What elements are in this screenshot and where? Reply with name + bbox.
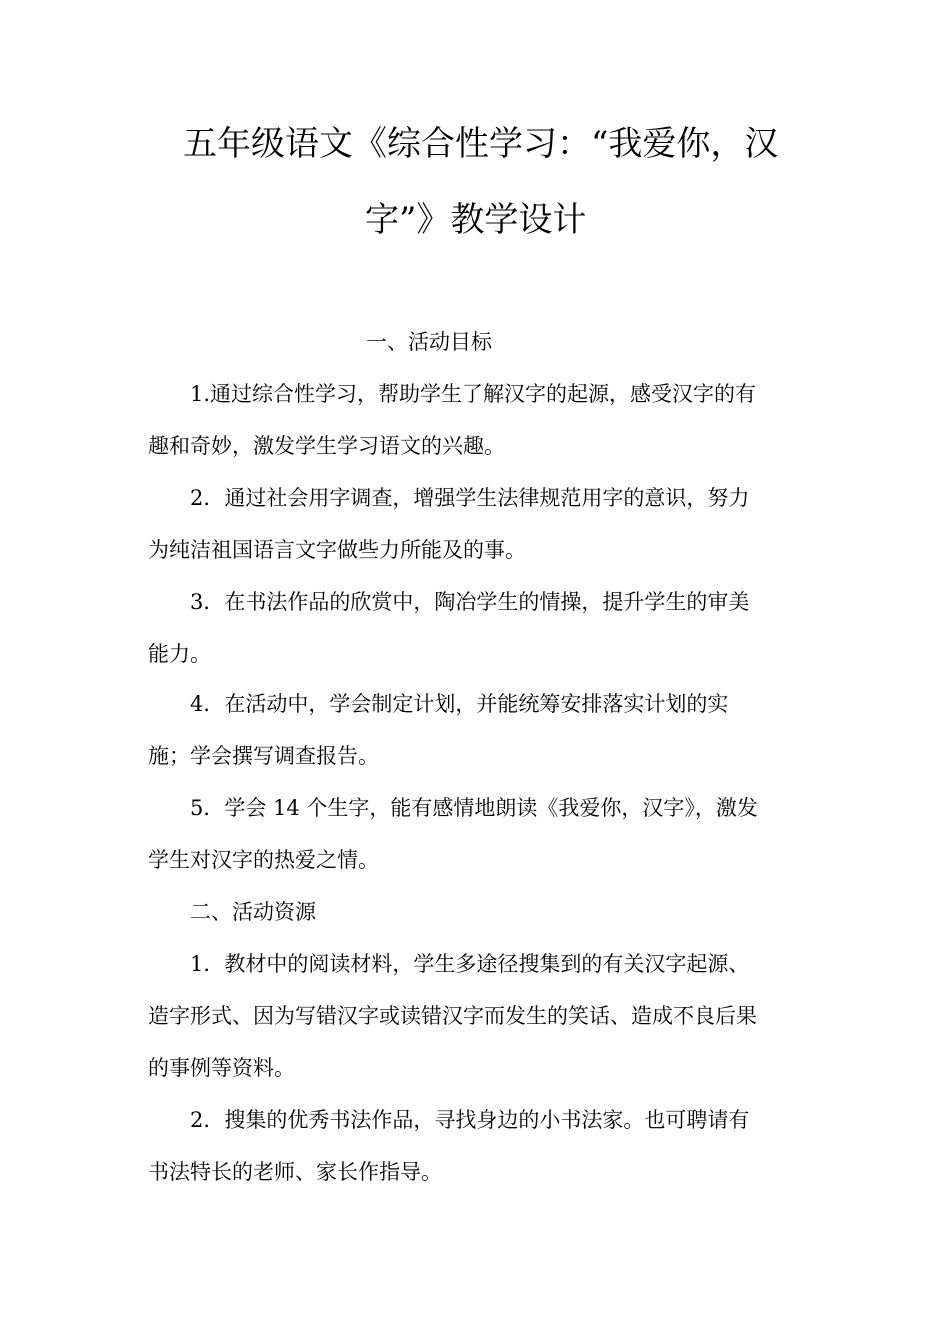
document-title-line-1: 五年级语文《综合性学习：“我爱你，汉 xyxy=(183,124,779,164)
section-heading-resources: 二、活动资源 xyxy=(190,900,316,924)
goal-1-line-1: 1.通过综合性学习，帮助学生了解汉字的起源，感受汉字的有 xyxy=(190,382,757,406)
goal-2-line-1: 2．通过社会用字调查，增强学生法律规范用字的意识，努力 xyxy=(190,486,750,510)
goal-4-line-2: 施；学会撰写调查报告。 xyxy=(148,744,379,768)
goal-3-line-2: 能力。 xyxy=(148,642,211,666)
resource-1-line-2: 造字形式、因为写错汉字或读错汉字而发生的笑话、造成不良后果 xyxy=(148,1004,757,1028)
resource-2-line-2: 书法特长的老师、家长作指导。 xyxy=(148,1160,442,1184)
resource-2-line-1: 2．搜集的优秀书法作品，寻找身边的小书法家。也可聘请有 xyxy=(190,1108,750,1132)
goal-5-line-2: 学生对汉字的热爱之情。 xyxy=(148,848,379,872)
section-heading-goals: 一、活动目标 xyxy=(366,330,492,354)
goal-5-line-1: 5．学会 14 个生字，能有感情地朗读《我爱你，汉字》，激发 xyxy=(190,796,758,820)
goal-2-line-2: 为纯洁祖国语言文字做些力所能及的事。 xyxy=(148,538,526,562)
resource-1-line-3: 的事例等资料。 xyxy=(148,1056,295,1080)
goal-3-line-1: 3．在书法作品的欣赏中，陶冶学生的情操，提升学生的审美 xyxy=(190,590,750,614)
resource-1-line-1: 1．教材中的阅读材料，学生多途径搜集到的有关汉字起源、 xyxy=(190,952,750,976)
document-title-line-2: 字”》教学设计 xyxy=(365,200,587,240)
goal-4-line-1: 4．在活动中，学会制定计划，并能统筹安排落实计划的实 xyxy=(190,692,729,716)
goal-1-line-2: 趣和奇妙，激发学生学习语文的兴趣。 xyxy=(148,434,505,458)
